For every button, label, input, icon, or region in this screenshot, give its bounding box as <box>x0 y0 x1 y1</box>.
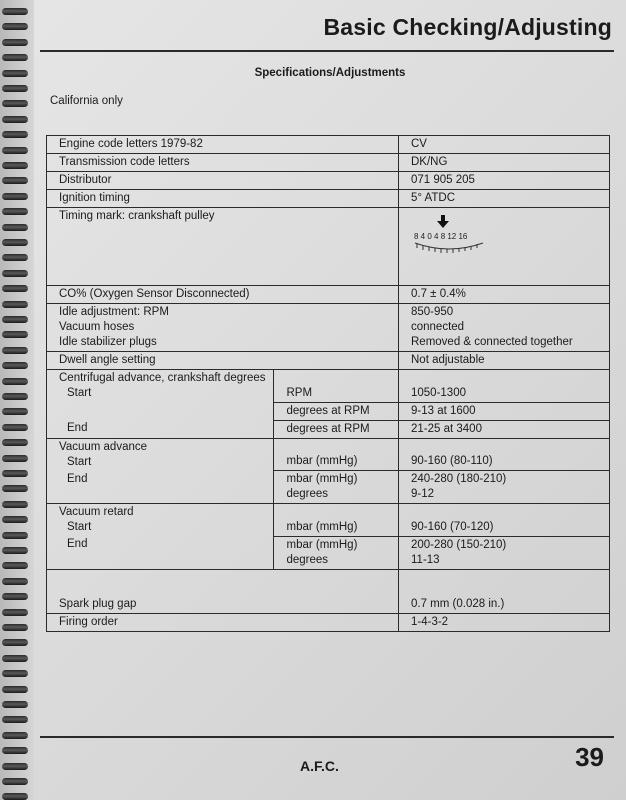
idle-plugs-label: Idle stabilizer plugs <box>59 336 157 348</box>
spec-value: 0.7 ± 0.4% <box>399 286 610 304</box>
spec-value: 9-13 at 1600 <box>399 402 610 420</box>
binding-coil <box>2 501 28 508</box>
spec-label: Spark plug gap <box>47 569 399 613</box>
spec-value: CV <box>399 136 610 154</box>
binding-coil <box>2 8 28 15</box>
idle-plugs-value: Removed & connected together <box>411 336 573 348</box>
binding-coil <box>2 547 28 554</box>
binding-coil <box>2 285 28 292</box>
table-row <box>47 536 610 569</box>
binding-coil <box>2 609 28 616</box>
spec-unit: mbar (mmHg) <box>286 473 358 485</box>
centrifugal-start-label: Start <box>67 387 92 399</box>
binding-coil <box>2 439 28 446</box>
binding-coil <box>2 747 28 754</box>
binding-coil <box>2 100 28 107</box>
timing-mark-gauge-icon <box>411 213 491 261</box>
table-row <box>47 190 610 208</box>
vacuum-retard-start-label: Start <box>67 521 92 533</box>
centrifugal-end-label: End <box>67 422 88 434</box>
spec-unit: RPM <box>274 370 399 403</box>
spec-label: Timing mark: crankshaft pulley <box>47 208 399 286</box>
binding-coil <box>2 408 28 415</box>
centrifugal-label: Centrifugal advance, crankshaft degrees <box>59 372 266 384</box>
binding-coil <box>2 655 28 662</box>
table-row <box>47 352 610 370</box>
binding-coil <box>2 378 28 385</box>
table-row <box>47 613 610 631</box>
table-row <box>47 402 610 420</box>
binding-coil <box>2 224 28 231</box>
spec-label: Transmission code letters <box>47 154 399 172</box>
binding-coil <box>2 593 28 600</box>
footer-rule <box>40 736 614 738</box>
timing-mark-cell <box>399 208 610 286</box>
binding-coil <box>2 485 28 492</box>
vacuum-retard-label: Vacuum retard <box>59 506 134 518</box>
spec-unit: mbar (mmHg) <box>286 538 358 551</box>
binding-coil <box>2 732 28 739</box>
spec-value: 90-160 (80-110) <box>399 438 610 471</box>
binding-coil <box>2 116 28 123</box>
binding-coil <box>2 362 28 369</box>
spec-unit: degrees at RPM <box>274 420 399 438</box>
table-row <box>47 304 610 352</box>
binding-coil <box>2 516 28 523</box>
spec-label: Distributor <box>47 172 399 190</box>
binding-coil <box>2 316 28 323</box>
table-row <box>47 154 610 172</box>
binding-coil <box>2 716 28 723</box>
spec-value: 11-13 <box>411 553 440 566</box>
table-row <box>47 471 610 504</box>
binding-coil <box>2 424 28 431</box>
table-row <box>47 504 610 537</box>
header-rule <box>40 50 614 52</box>
binding-coil <box>2 147 28 154</box>
spec-unit: degrees <box>286 553 329 566</box>
binding-coil <box>2 793 28 800</box>
binding-coil <box>2 70 28 77</box>
vacuum-hoses-value: connected <box>411 321 465 333</box>
binding-coil <box>2 670 28 677</box>
spec-table <box>46 135 610 632</box>
spec-value: 200-280 (150-210) <box>411 538 507 551</box>
binding-coil <box>2 470 28 477</box>
timing-scale-text: 8 4 0 4 8 12 16 <box>414 232 468 241</box>
table-row <box>47 438 610 471</box>
binding-coil <box>2 763 28 770</box>
spec-value: 240-280 (180-210) <box>411 473 507 485</box>
binding-coil <box>2 208 28 215</box>
vacuum-retard-end-label: End <box>67 538 88 550</box>
spec-label: Firing order <box>47 613 399 631</box>
vacuum-advance-start-label: Start <box>67 455 92 468</box>
spec-label: CO% (Oxygen Sensor Disconnected) <box>47 286 399 304</box>
spec-value: 1-4-3-2 <box>399 613 610 631</box>
spec-label: Engine code letters 1979-82 <box>47 136 399 154</box>
vacuum-advance-end-label: End <box>67 472 88 485</box>
page-title: Basic Checking/Adjusting <box>323 14 612 40</box>
binding-coil <box>2 301 28 308</box>
binding-coil <box>2 193 28 200</box>
idle-rpm-label: Idle adjustment: RPM <box>59 306 169 318</box>
binding-coil <box>2 778 28 785</box>
section-title: Specifications/Adjustments <box>254 67 406 79</box>
table-row <box>47 136 610 154</box>
idle-rpm-value: 850-950 <box>411 306 454 318</box>
spec-unit: mbar (mmHg) <box>274 438 399 471</box>
spec-value: 071 905 205 <box>399 172 610 190</box>
vacuum-advance-label: Vacuum advance <box>59 440 148 453</box>
binding-coil <box>2 131 28 138</box>
binding-coil <box>2 562 28 569</box>
spec-value: 90-160 (70-120) <box>399 504 610 537</box>
binding-coil <box>2 686 28 693</box>
spec-value: 1050-1300 <box>399 370 610 403</box>
region-note: California only <box>50 95 123 107</box>
table-row <box>47 172 610 190</box>
spec-value: Not adjustable <box>399 352 610 370</box>
spec-unit: degrees <box>286 488 329 500</box>
binding-coil <box>2 254 28 261</box>
spec-value: 21-25 at 3400 <box>399 420 610 438</box>
spec-unit: mbar (mmHg) <box>274 504 399 537</box>
table-row <box>47 208 610 286</box>
spec-label: Ignition timing <box>47 190 399 208</box>
binding-coil <box>2 54 28 61</box>
binding-coil <box>2 347 28 354</box>
binding-coil <box>2 270 28 277</box>
binding-coil <box>2 639 28 646</box>
table-row <box>47 286 610 304</box>
binding-coil <box>2 23 28 30</box>
spec-value: 0.7 mm (0.028 in.) <box>399 569 610 613</box>
table-row <box>47 569 610 613</box>
table-row <box>47 370 610 403</box>
spec-unit: degrees at RPM <box>274 402 399 420</box>
spec-value: 5° ATDC <box>399 190 610 208</box>
spec-label: Dwell angle setting <box>47 352 399 370</box>
binding-coil <box>2 39 28 46</box>
binding-coil <box>2 177 28 184</box>
table-row <box>47 420 610 438</box>
binding-coil <box>2 239 28 246</box>
page-number: 39 <box>575 742 604 772</box>
binding-coil <box>2 393 28 400</box>
binding-coil <box>2 578 28 585</box>
binding-coil <box>2 455 28 462</box>
spec-value: 9-12 <box>411 488 435 500</box>
binding-coil <box>2 532 28 539</box>
binding-coil <box>2 85 28 92</box>
spiral-binding <box>0 0 34 800</box>
vacuum-hoses-label: Vacuum hoses <box>59 321 135 333</box>
binding-coil <box>2 701 28 708</box>
binding-coil <box>2 331 28 338</box>
footer-label: A.F.C. <box>300 758 339 774</box>
binding-coil <box>2 162 28 169</box>
spec-value: DK/NG <box>399 154 610 172</box>
binding-coil <box>2 624 28 631</box>
